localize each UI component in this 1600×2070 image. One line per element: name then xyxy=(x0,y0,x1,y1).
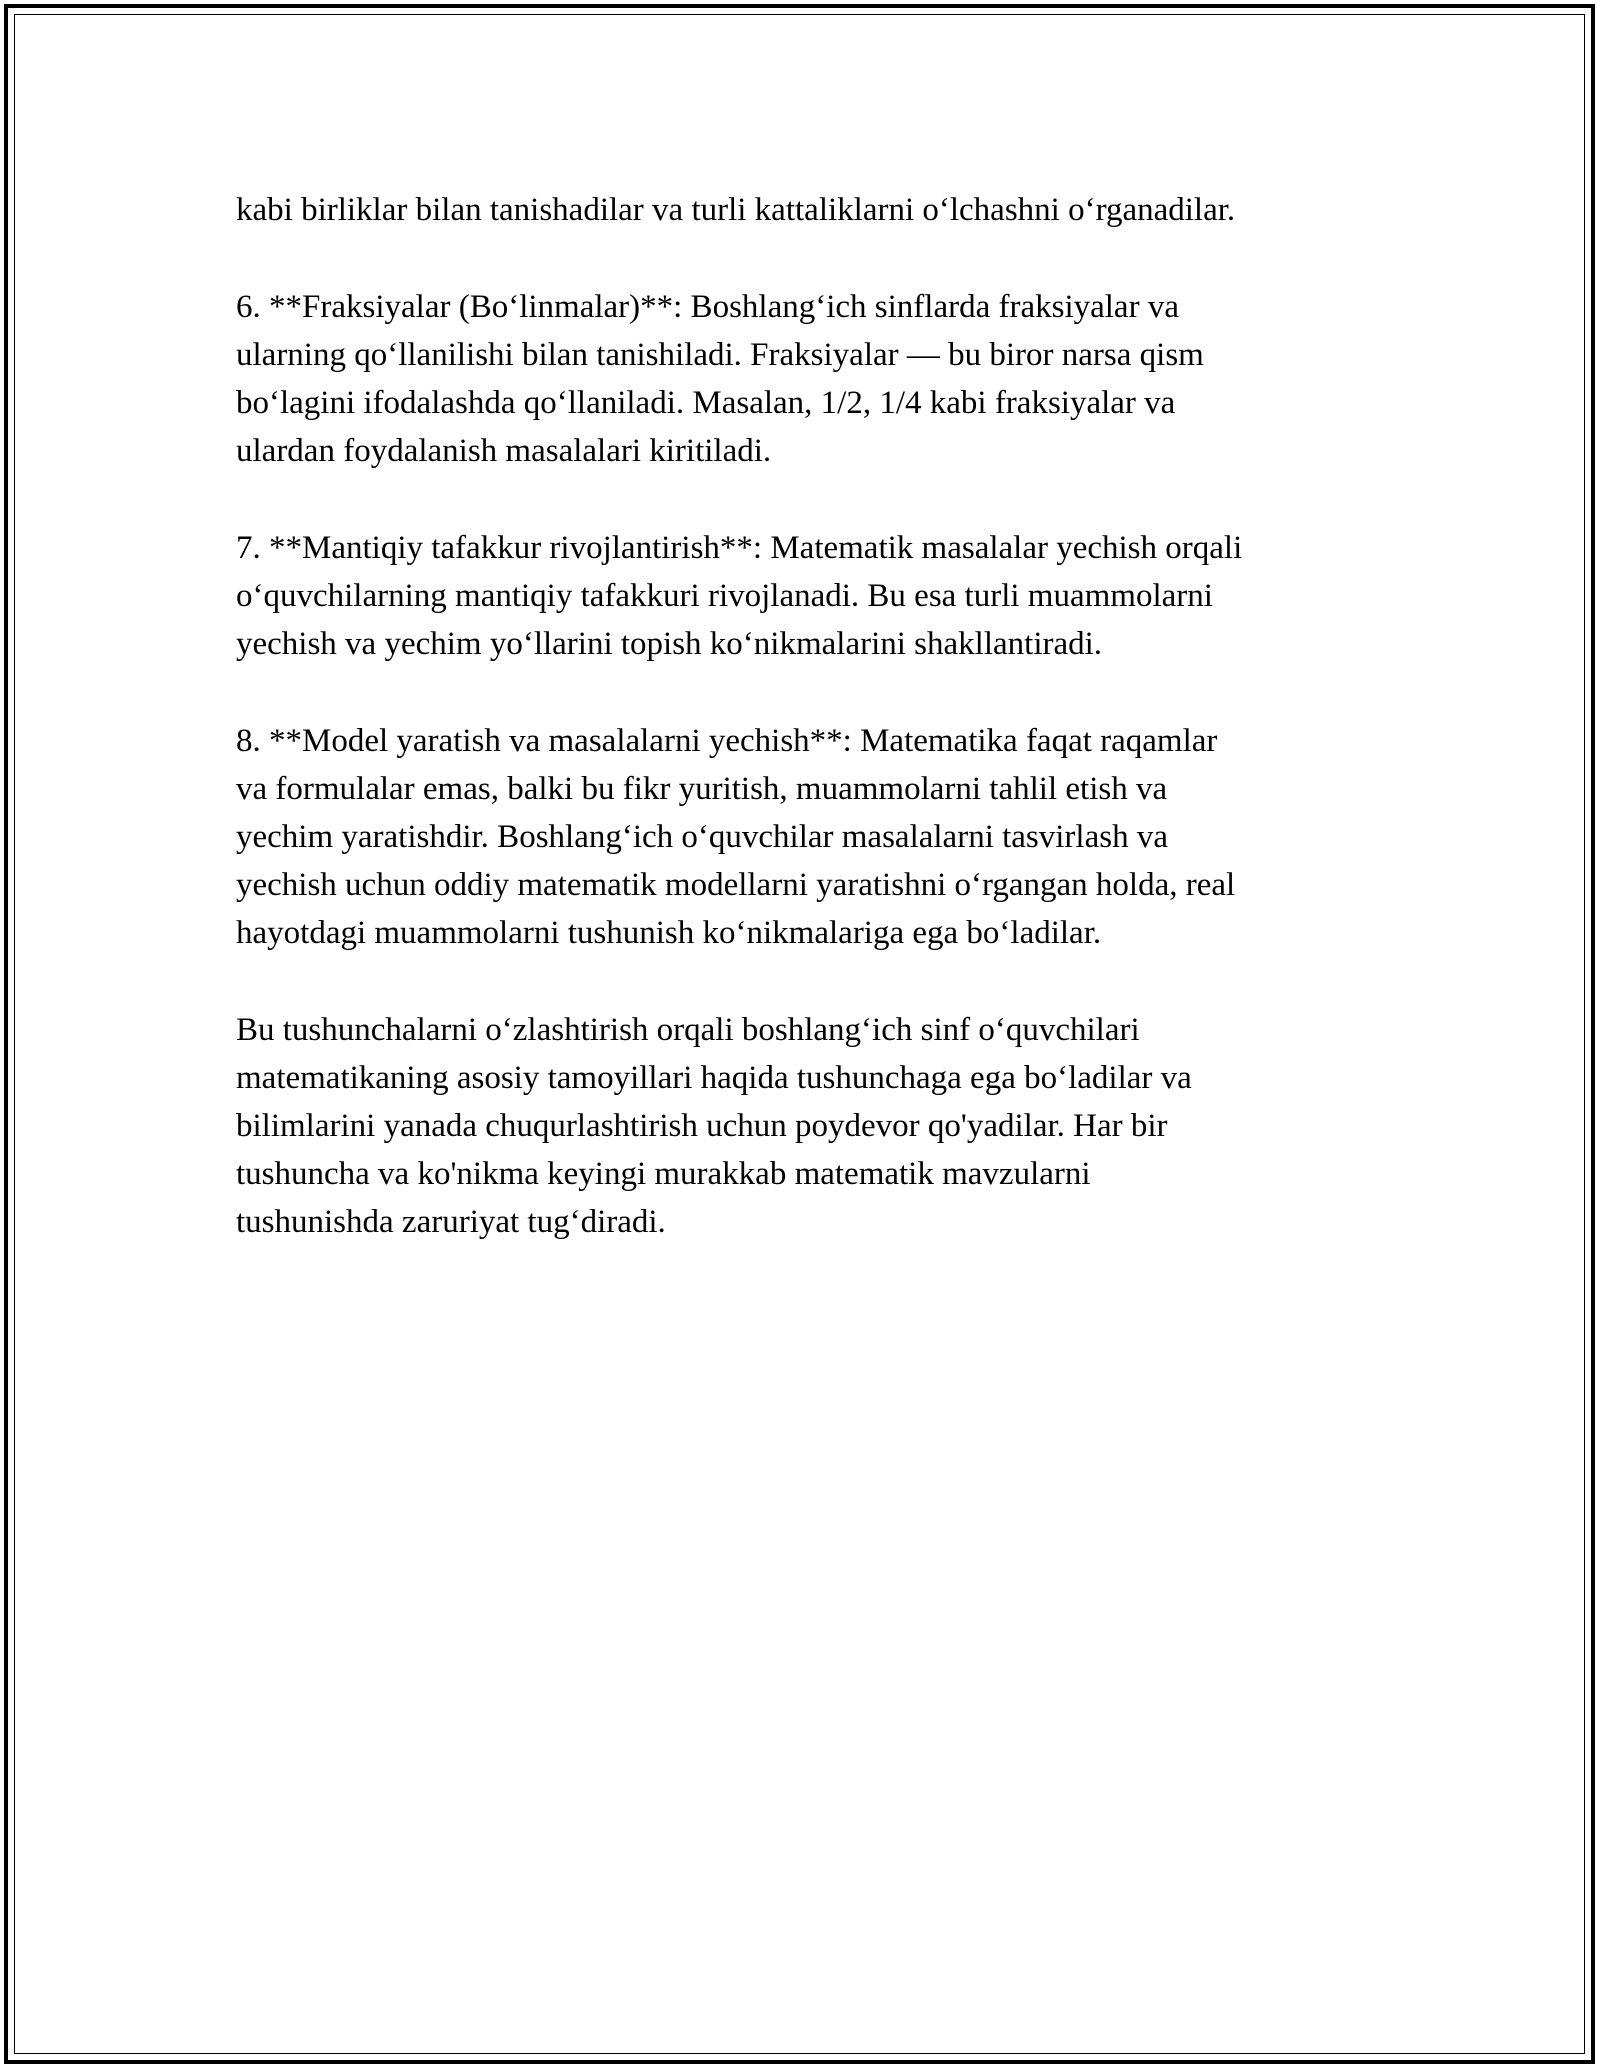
paragraph-item-8-modeling: 8. **Model yaratish va masalalarni yechish**: Matematika faqat raqamlar va formulalar emas, balki bu fikr yuritish, muammolarni tahlil etish va yechim yaratishdir. Boshlang‘ich o‘quvchilar masalalarni tasvirlash va yechish uchun oddiy matematik modellarni yaratishni o‘rgangan holda, real hayotdagi muammolarni tushunish ko‘nikmalariga ega bo‘ladilar. xyxy=(236,723,1236,951)
document-body xyxy=(236,186,1366,1295)
paragraph-conclusion: Bu tushunchalarni o‘zlashtirish orqali boshlang‘ich sinf o‘quvchilari matematikaning asosiy tamoyillari haqida tushunchaga ega bo‘ladilar va bilimlarini yanada chuqurlashtirish uchun poydevor qo'yadilar. Har bir tushuncha va ko'nikma keyingi murakkab matematik mavzularni tushunishda zaruriyat tug‘diradi. xyxy=(236,1012,1192,1240)
paragraph-item-6-fractions: 6. **Fraksiyalar (Bo‘linmalar)**: Boshlang‘ich sinflarda fraksiyalar va ularning qo‘llanilishi bilan tanishiladi. Fraksiyalar — bu biror narsa qism bo‘lagini ifodalashda qo‘llaniladi. Masalan, 1/2, 1/4 kabi fraksiyalar va ulardan foydalanish masalalari kiritiladi. xyxy=(236,289,1204,469)
paragraph-continuation: kabi birliklar bilan tanishadilar va turli kattaliklarni o‘lchashni o‘rganadilar. xyxy=(236,192,1236,228)
paragraph-item-7-logical-thinking: 7. **Mantiqiy tafakkur rivojlantirish**: Matematik masalalar yechish orqali o‘quvchilarning mantiqiy tafakkuri rivojlanadi. Bu esa turli muammolarni yechish va yechim yo‘llarini topish ko‘nikmalarini shakllantiradi. xyxy=(236,530,1243,662)
